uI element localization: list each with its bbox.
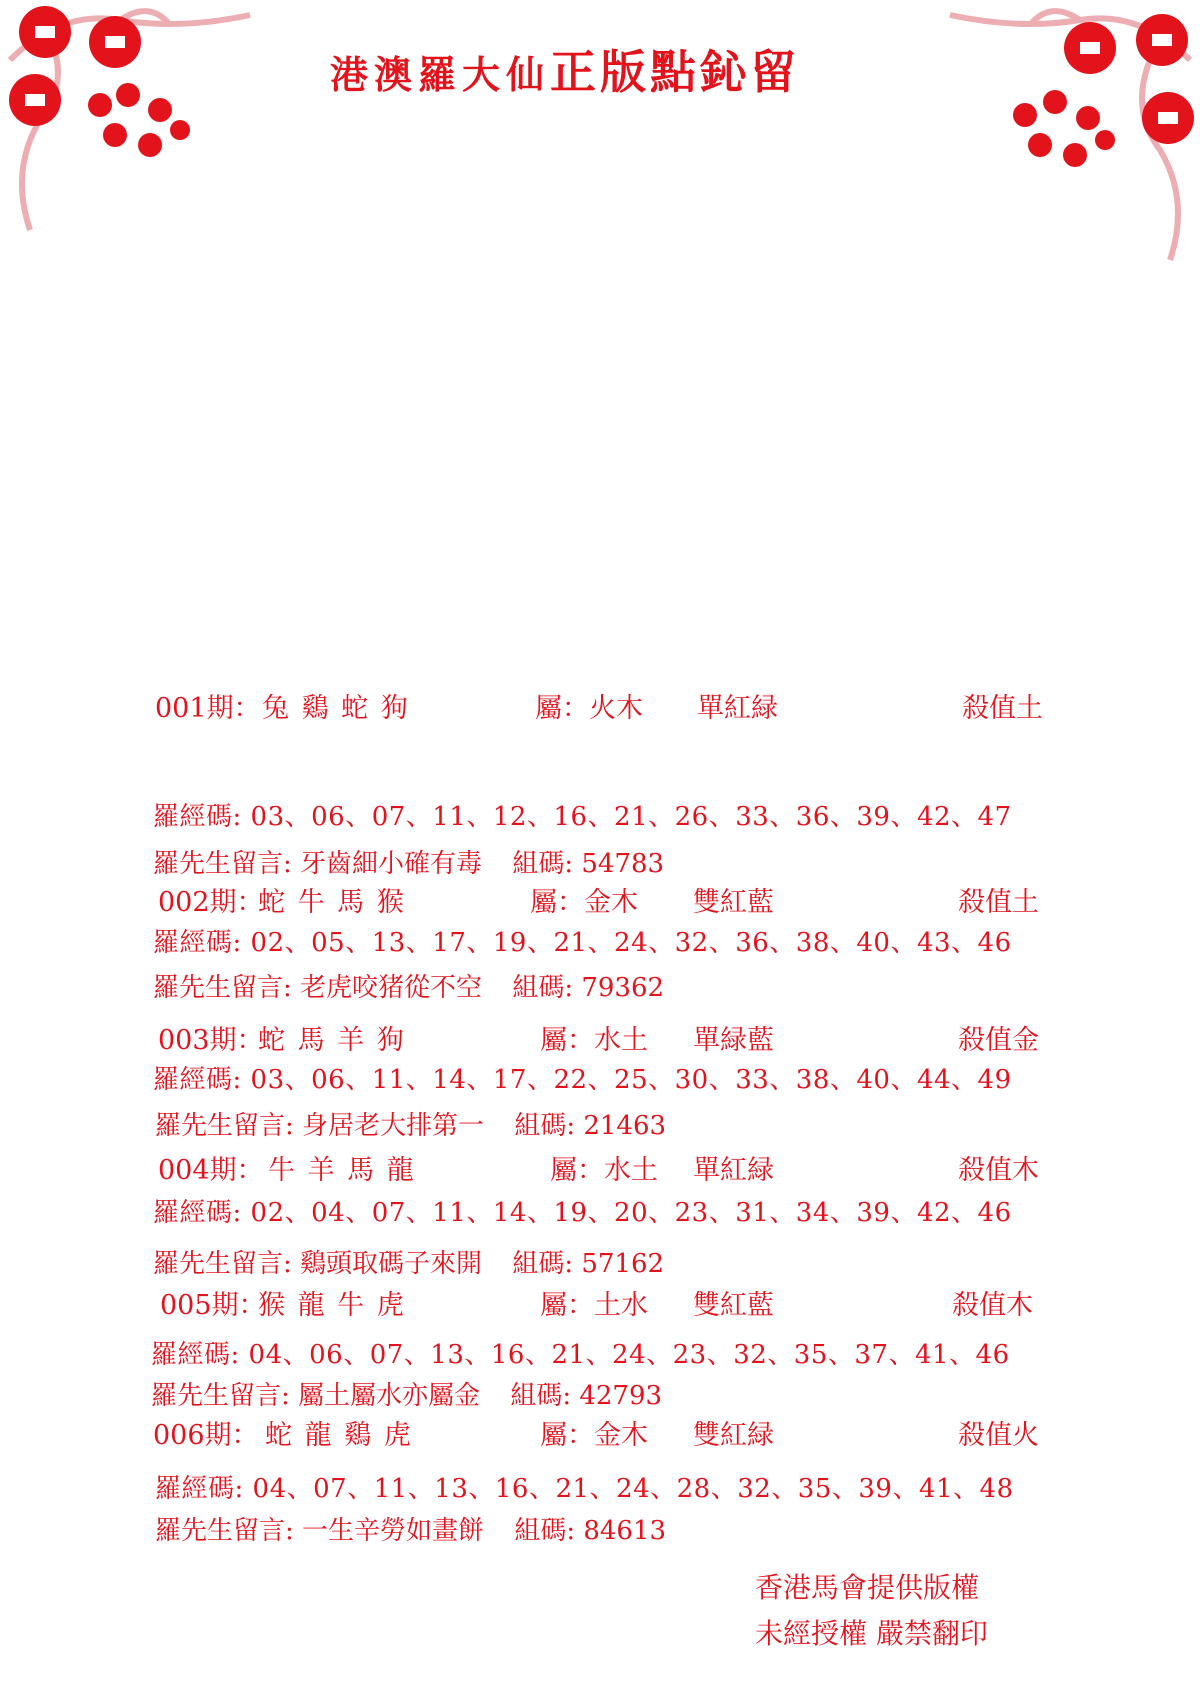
element-attr: 屬：金木 [530,887,638,918]
color-wave: 雙紅藍 [693,1290,774,1321]
kill-value: 殺值金 [958,1025,1039,1056]
period-label: 004期： [158,1155,264,1186]
message-row-002 [153,967,664,1004]
code-label: 羅經碼: [153,928,242,958]
title-small: 港澳羅大仙 [330,52,551,97]
color-wave: 雙紅藍 [693,887,774,918]
code-label: 羅經碼: [153,1198,242,1228]
message-text: 鷄頭取碼子來開 [300,1249,483,1279]
code-row-004 [153,1192,1012,1229]
group-code-label: 組碼: [510,1381,572,1411]
message-label: 羅先生留言: [153,1249,292,1279]
group-code-label: 組碼: [512,1249,574,1279]
period-label: 001期： [155,693,261,724]
message-text: 屬土屬水亦屬金 [298,1381,481,1411]
message-text: 牙齒細小確有毒 [300,849,483,879]
message-label: 羅先生留言: [155,1111,294,1141]
zodiac-list: 兔 鷄 蛇 狗 [262,693,410,724]
group-code-label: 組碼: [514,1516,576,1546]
period-label: 002期： [158,887,264,918]
message-label: 羅先生留言: [151,1381,290,1411]
message-text: 老虎咬猪從不空 [300,973,483,1003]
group-code: 21463 [583,1111,667,1141]
message-row-004 [153,1243,664,1280]
code-numbers: 02、05、13、17、19、21、24、32、36、38、40、43、46 [250,928,1012,958]
period-label: 006期： [153,1420,259,1451]
group-code: 84613 [583,1516,667,1546]
message-text: 一生辛勞如畫餅 [302,1516,485,1546]
zodiac-list: 牛 羊 馬 龍 [268,1155,416,1186]
element-attr: 屬：水土 [540,1025,648,1056]
color-wave: 單緑藍 [693,1025,774,1056]
group-code: 54783 [581,849,665,879]
message-row-003 [155,1105,666,1142]
group-code-label: 組碼: [514,1111,576,1141]
period-row-004 [0,1148,1200,1188]
group-code: 42793 [579,1381,663,1411]
period-row-003 [0,1018,1200,1058]
kill-value: 殺值火 [958,1420,1039,1451]
period-row-005 [0,1283,1200,1323]
color-wave: 雙紅緑 [693,1420,774,1451]
kill-value: 殺值土 [962,693,1043,724]
copyright-line: 香港馬會提供版權 [755,1571,980,1604]
message-row-005 [151,1375,662,1412]
kill-value: 殺值土 [958,887,1039,918]
element-attr: 屬：水土 [550,1155,658,1186]
element-attr: 屬：土水 [540,1290,648,1321]
no-reprint-line: 未經授權 嚴禁翻印 [755,1617,988,1650]
corner-ornament-left-icon [0,0,270,240]
color-wave: 單紅緑 [697,693,778,724]
group-code: 79362 [581,973,665,1003]
code-label: 羅經碼: [155,1474,244,1504]
message-label: 羅先生留言: [153,973,292,1003]
group-code: 57162 [581,1249,665,1279]
title-big: 正版點鈊留 [550,45,801,99]
message-row-006 [155,1510,666,1547]
code-numbers: 03、06、07、11、12、16、21、26、33、36、39、42、47 [250,802,1012,832]
code-row-005 [151,1334,1010,1371]
kill-value: 殺值木 [958,1155,1039,1186]
element-attr: 屬：金木 [540,1420,648,1451]
period-label: 003期： [158,1025,264,1056]
period-row-002 [0,880,1200,920]
code-label: 羅經碼: [151,1340,240,1370]
code-numbers: 02、04、07、11、14、19、20、23、31、34、39、42、46 [250,1198,1012,1228]
code-row-003 [153,1059,1012,1096]
group-code-label: 組碼: [512,973,574,1003]
period-label: 005期： [160,1290,266,1321]
message-label: 羅先生留言: [155,1516,294,1546]
message-text: 身居老大排第一 [302,1111,485,1141]
code-row-006 [155,1468,1014,1505]
zodiac-list: 猴 龍 牛 虎 [258,1290,406,1321]
code-row-002 [153,922,1012,959]
zodiac-list: 蛇 龍 鷄 虎 [265,1420,413,1451]
page-title [330,36,850,99]
message-row-001 [153,843,664,880]
zodiac-list: 蛇 馬 羊 狗 [258,1025,406,1056]
period-row-006 [0,1413,1200,1453]
zodiac-list: 蛇 牛 馬 猴 [258,887,406,918]
period-row-001 [0,686,1200,726]
code-row-001 [153,796,1012,833]
code-numbers: 04、06、07、13、16、21、24、23、32、35、37、41、46 [248,1340,1010,1370]
kill-value: 殺值木 [952,1290,1033,1321]
code-label: 羅經碼: [153,1065,242,1095]
group-code-label: 組碼: [512,849,574,879]
code-numbers: 03、06、11、14、17、22、25、30、33、38、40、44、49 [250,1065,1012,1095]
corner-ornament-right-icon [930,0,1200,270]
message-label: 羅先生留言: [153,849,292,879]
color-wave: 單紅緑 [693,1155,774,1186]
element-attr: 屬：火木 [535,693,643,724]
code-numbers: 04、07、11、13、16、21、24、28、32、35、39、41、48 [252,1474,1014,1504]
code-label: 羅經碼: [153,802,242,832]
